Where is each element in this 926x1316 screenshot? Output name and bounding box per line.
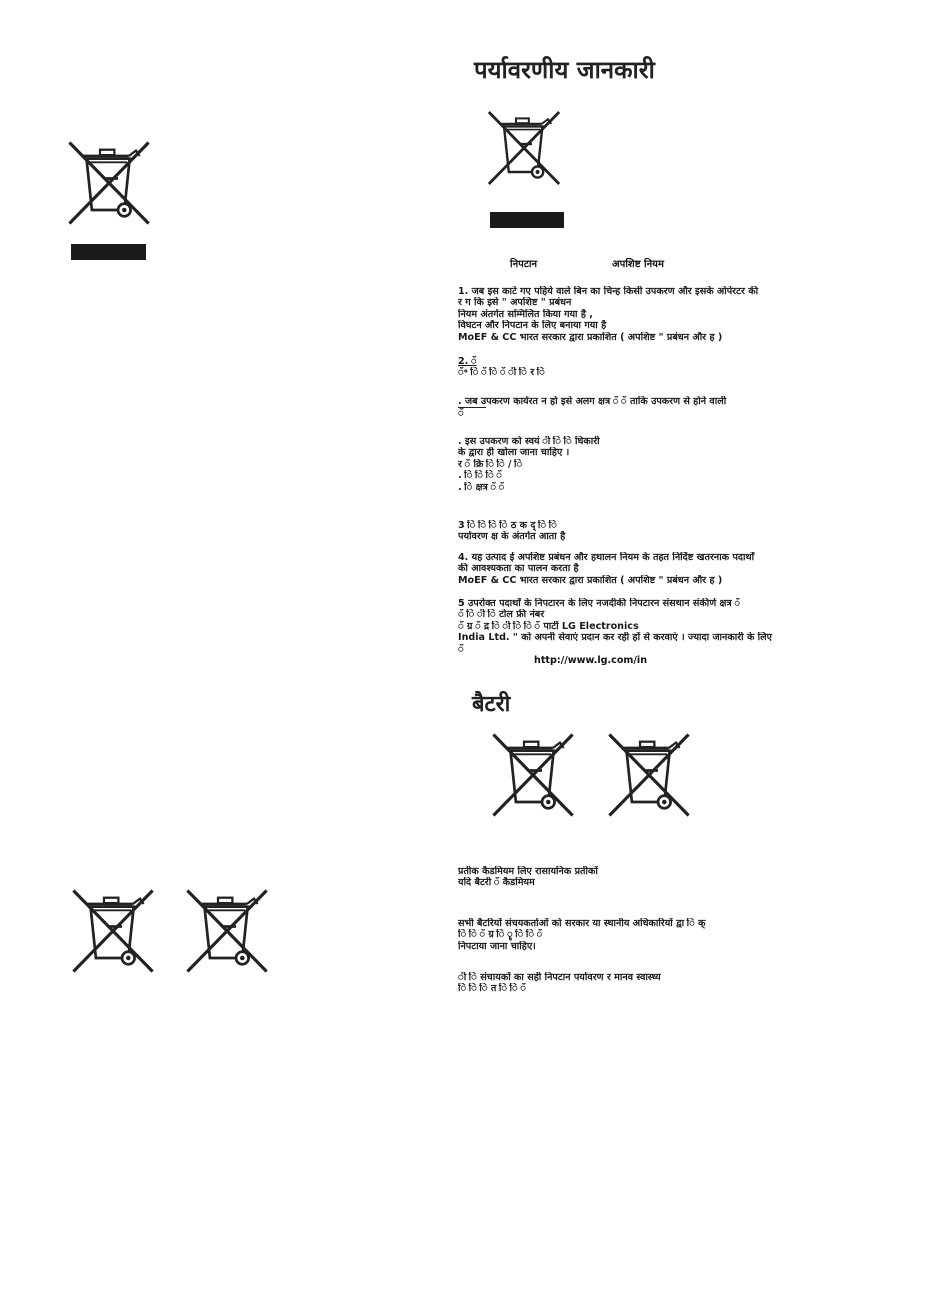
lg-website-link[interactable]: http://www.lg.com/in [534,655,648,666]
battery-paragraph-2 [458,918,870,952]
text-line: ॅ [458,643,464,655]
battery-paragraph-3 [458,972,870,995]
paragraph-1 [458,286,870,343]
section-title: पर्यावरणीय जानकारी [474,56,655,84]
text-line: विघटन और निपटान के लिए बनाया गया है [458,320,607,332]
text-line: . इस उपकरण को स्वयं ी ि ि धिकारी [458,436,600,447]
black-bar [490,212,564,228]
black-bar [71,244,146,260]
paragraph-2 [458,356,870,379]
text-line: पर्यावरण क्ष के अंतर्गत आता है [458,531,566,543]
text-line: . जब उपकरण कार्यरत न हो इसे अलग क्षत्र ॅ ॅ ताकि उपकरण से होने वाली [458,396,727,407]
text-line: र ॅ क्रि ि ि / ि [458,458,523,470]
text-line: 2. ॅ [458,356,477,367]
text-line: ॅ॰ ि ॅ ि ॅ ी ि र ि [458,367,545,379]
text-line: ी ि संचायकों का सही निपटान पर्यावरण र मानव स्वास्थ्य [458,972,661,983]
paragraph-5 [458,598,870,655]
text-line: के द्वारा ही खोला जाना चाहिए । [458,447,570,459]
text-line: ॅ ग्र ॅ द्र ि ी ि ि ॅ पार्टी LG Electronics [458,620,639,632]
text-line: प्रतीक कैडमियम लिए रासायनिक प्रतीकों [458,866,598,877]
text-line: र ग कि इसे " अपशिष्ट " प्रबंधन [458,297,572,309]
text-line: ॅ [458,407,486,419]
crossed-out-wheelie-bin-icon [64,136,154,230]
text-line: 1. जब इस काटे गए पहिये वाले बिन का चिन्ह किसी उपकरण और इसके ओपेरटर की [458,286,759,297]
crossed-out-wheelie-bin-icon [484,100,564,196]
text-line: MoEF & CC भारत सरकार द्वारा प्रकाशित ( अपशिष्ट " प्रबंधन और ह ) [458,574,723,586]
text-line: 3 ि ि ि ि ठ क द् ि ि [458,520,557,531]
battery-paragraph-1 [458,866,870,889]
text-line: MoEF & CC भारत सरकार द्वारा प्रकाशित ( अपशिष्ट " प्रबंधन और ह ) [458,331,723,343]
crossed-out-wheelie-bin-icon [182,884,272,978]
crossed-out-wheelie-bin-icon [68,884,158,978]
paragraph-2b [458,436,870,493]
paragraph-3 [458,520,870,543]
paragraph-2a [458,396,870,420]
battery-title: बैटरी [472,692,511,717]
text-line: की आवश्यकता का पालन करता है [458,563,579,575]
text-line: ि ि ि त ि ि ॅ [458,983,526,995]
text-line: . ि क्षत्र ॅ ॅ [458,481,505,493]
text-line: 4. यह उत्पाद ई अपशिष्ट प्रबंधन और हथालन नियम के तहत निर्दिष्ट खतरनाक पदार्थों [458,552,755,563]
waste-rules-heading: अपशिष्ट नियम [612,259,664,270]
text-line: ॅ ि ी ि टोल फ्री नंबर [458,609,545,621]
text-line: सभी बैटरियों संचयकर्ताओं को सरकार या स्थानीय अधिकारियों द्वा ि क् [458,918,706,929]
text-line: ि ि ॅ ग्र ि ॄ ि ि ॅ [458,929,543,941]
text-line: . ि ि ि ॅ [458,470,502,482]
text-line: यदि बैटरी ॅ कैडमियम [458,877,535,889]
paragraph-4 [458,552,870,586]
text-line: नियम अंतर्गत सम्मिलित किया गया है , [458,308,593,320]
crossed-out-wheelie-bin-icon [488,728,578,822]
crossed-out-wheelie-bin-icon [604,728,694,822]
text-line: India Ltd. " को अपनी सेवाएं प्रदान कर रही हों से करवाएं । ज्यादा जानकारी के लिए [458,632,772,644]
text-line: निपटाया जाना चाहिए। [458,940,536,952]
disposal-heading: निपटान [510,259,537,270]
text-line: 5 उपरोक्त पदार्थों के निपटारन के लिए नजदीकी निपटारन संसथान संकीर्ण क्षत्र ॅ [458,598,740,609]
